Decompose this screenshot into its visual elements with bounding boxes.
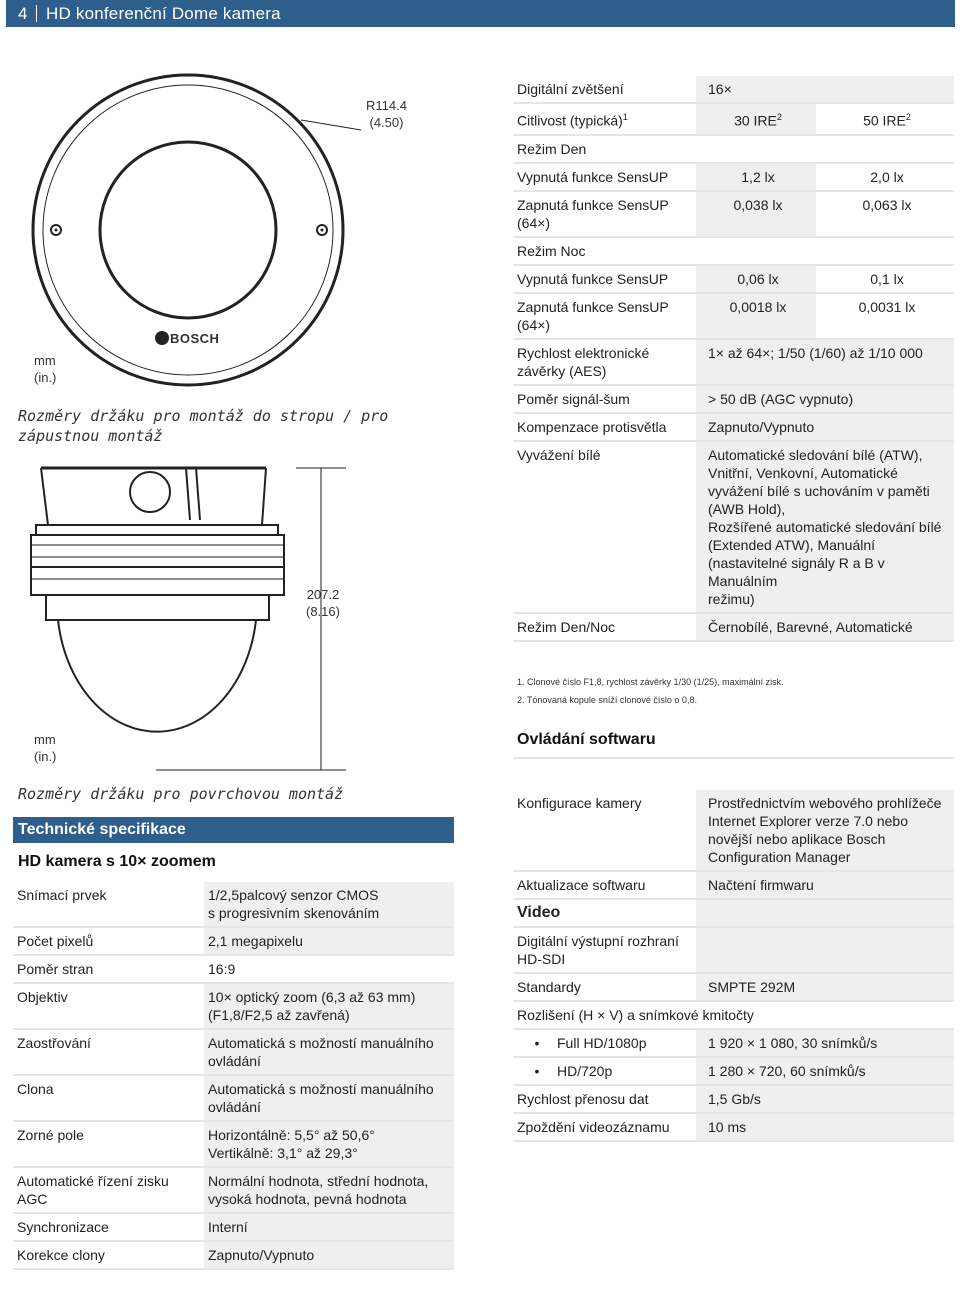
software-divider bbox=[513, 757, 954, 759]
digital-output-heading: Digitální výstupní rozhraní HD-SDI bbox=[517, 933, 679, 967]
spec-key: Počet pixelů bbox=[17, 933, 94, 949]
spec-row bbox=[513, 1057, 954, 1085]
spec-key: Rychlost přenosu dat bbox=[517, 1091, 649, 1107]
right-bottom-table bbox=[513, 790, 954, 1142]
spec-row bbox=[513, 413, 954, 441]
spec-key: Zapnutá funkce SensUP (64×) bbox=[517, 298, 669, 333]
spec-key: Vypnutá funkce SensUP bbox=[517, 270, 669, 287]
radius-mm: R114.4 bbox=[366, 98, 407, 113]
spec-row bbox=[513, 1085, 954, 1113]
empty-cell bbox=[696, 927, 954, 973]
spec-row bbox=[13, 1075, 454, 1121]
spec-key: Poměr stran bbox=[17, 961, 94, 977]
spec-value: Prostřednictvím webového prohlížeče Internet Explorer verze 7.0 nebo novější nebo aplikace Bosch Configuration Manager bbox=[696, 790, 954, 871]
spec-key: Clona bbox=[17, 1081, 54, 1097]
unit-in: (in.) bbox=[34, 370, 57, 385]
spec-value: 2,0 lx bbox=[870, 168, 904, 185]
surface-mount-caption: Rozměry držáku pro povrchovou montáž bbox=[18, 785, 344, 803]
spec-key: Vypnutá funkce SensUP bbox=[517, 168, 669, 185]
spec-key: Aktualizace softwaru bbox=[517, 877, 646, 893]
footnote-1: 1. Clonové číslo F1,8, rychlost závěrky 1/30 (1/25), maximální zisk. bbox=[517, 677, 784, 687]
spec-value: Horizontálně: 5,5° až 50,6° Vertikálně: 3,1° až 29,3° bbox=[204, 1121, 454, 1167]
night-mode-heading: Režim Noc bbox=[517, 242, 586, 259]
bullet-icon: • bbox=[534, 1063, 540, 1079]
spec-key: Kompenzace protisvětla bbox=[517, 418, 667, 435]
spec-row bbox=[513, 1001, 954, 1029]
spec-value: 16× bbox=[696, 76, 954, 103]
spec-row bbox=[513, 927, 954, 973]
spec-value: 16:9 bbox=[208, 961, 236, 977]
ceiling-mount-caption: Rozměry držáku pro montáž do stropu / pro zápustnou montáž bbox=[18, 407, 389, 445]
footnote-ref: 2 bbox=[905, 112, 911, 122]
spec-row bbox=[513, 899, 954, 927]
height-dimension bbox=[306, 586, 340, 620]
spec-row bbox=[513, 613, 954, 641]
spec-value: 10× optický zoom (6,3 až 63 mm) (F1,8/F2,5 až zavřená) bbox=[204, 983, 454, 1029]
specs-title: Technické specifikace bbox=[18, 821, 186, 838]
spec-value: 1/2,5palcový senzor CMOS s progresivním skenováním bbox=[204, 882, 454, 927]
spec-value: 1 920 × 1 080, 30 snímků/s bbox=[696, 1029, 954, 1057]
spec-value: 1 280 × 720, 60 snímků/s bbox=[696, 1057, 954, 1085]
spec-row bbox=[13, 1029, 454, 1075]
spec-row bbox=[513, 76, 954, 103]
page-number: 4 bbox=[18, 4, 28, 23]
spec-value: Interní bbox=[204, 1213, 454, 1241]
ire-50 bbox=[816, 103, 954, 135]
ire-30 bbox=[696, 103, 816, 135]
spec-row bbox=[513, 790, 954, 871]
spec-key: Rychlost elektronické závěrky (AES) bbox=[517, 344, 650, 379]
spec-key: Standardy bbox=[517, 979, 581, 995]
radius-dimension bbox=[366, 97, 407, 131]
spec-value: 1× až 64×; 1/50 (1/60) až 1/10 000 bbox=[696, 339, 954, 385]
spec-row bbox=[513, 103, 954, 135]
empty-cell bbox=[696, 899, 954, 927]
resolution-heading: Rozlišení (H × V) a snímkové kmitočty bbox=[517, 1007, 754, 1023]
ire-30-label: 30 IRE bbox=[734, 112, 777, 129]
spec-key bbox=[513, 1029, 696, 1057]
right-top-table bbox=[513, 76, 954, 642]
resolution-name: Full HD/1080p bbox=[557, 1035, 647, 1051]
day-mode-heading: Režim Den bbox=[517, 140, 587, 157]
spec-value: 0,063 lx bbox=[862, 196, 912, 213]
spec-row bbox=[513, 339, 954, 385]
spec-row bbox=[513, 871, 954, 899]
specs-bar bbox=[13, 817, 454, 843]
spec-value: 0,038 lx bbox=[696, 191, 816, 237]
spec-row bbox=[513, 191, 954, 237]
spec-key: Zpoždění videozáznamu bbox=[517, 1119, 670, 1135]
footnote-ref: 2 bbox=[776, 112, 782, 122]
spec-value: 1,5 Gb/s bbox=[696, 1085, 954, 1113]
spec-value: 0,1 lx bbox=[870, 270, 904, 287]
software-section-title: Ovládání softwaru bbox=[517, 731, 656, 748]
spec-row bbox=[13, 955, 454, 983]
brand-logo: BOSCH bbox=[170, 331, 220, 346]
spec-value: 0,06 lx bbox=[696, 265, 816, 293]
spec-value: 10 ms bbox=[696, 1113, 954, 1141]
spec-row bbox=[13, 1241, 454, 1269]
spec-row bbox=[13, 1167, 454, 1213]
page-header bbox=[6, 0, 955, 27]
spec-row bbox=[513, 163, 954, 191]
spec-value: Automatická s možností manuálního ovládání bbox=[204, 1075, 454, 1121]
spec-row bbox=[513, 237, 954, 265]
radius-in: (4.50) bbox=[369, 115, 404, 130]
spec-value: Automatické sledování bílé (ATW), Vnitřní, Venkovní, Automatické vyvážení bílé s uchováním v paměti (AWB Hold), Rozšířené automatické sledování bílé (Extended ATW), Manuální (nastavitelné signály R a B v Manuálním režimu) bbox=[696, 441, 954, 613]
spec-key bbox=[513, 103, 696, 135]
unit-mm: mm bbox=[34, 732, 56, 747]
spec-value: 2,1 megapixelu bbox=[204, 927, 454, 955]
unit-label-bottom bbox=[34, 731, 56, 765]
spec-value: SMPTE 292M bbox=[696, 973, 954, 1001]
ire-50-label: 50 IRE bbox=[863, 112, 906, 129]
page-title: HD konferenční Dome kamera bbox=[46, 4, 281, 23]
spec-value: Automatická s možností manuálního ovládání bbox=[204, 1029, 454, 1075]
spec-value: 1,2 lx bbox=[696, 163, 816, 191]
unit-in: (in.) bbox=[34, 749, 57, 764]
spec-row bbox=[13, 927, 454, 955]
spec-value: 0,0031 lx bbox=[858, 298, 916, 315]
spec-key: Synchronizace bbox=[17, 1219, 109, 1235]
spec-row bbox=[513, 441, 954, 613]
height-in: (8.16) bbox=[306, 604, 340, 619]
spec-key: Digitální zvětšení bbox=[517, 81, 624, 97]
spec-value: Zapnuto/Vypnuto bbox=[696, 413, 954, 441]
spec-row bbox=[513, 135, 954, 163]
spec-key: Objektiv bbox=[17, 989, 68, 1005]
footnote-ref: 1 bbox=[622, 112, 628, 122]
spec-key: Automatické řízení zisku AGC bbox=[17, 1173, 169, 1207]
height-mm: 207.2 bbox=[306, 587, 340, 602]
spec-key: Vyvážení bílé bbox=[517, 446, 601, 463]
header-divider bbox=[36, 5, 37, 22]
spec-row bbox=[513, 265, 954, 293]
spec-value: Normální hodnota, střední hodnota, vysoká hodnota, pevná hodnota bbox=[204, 1167, 454, 1213]
surface-mount-drawing bbox=[6, 450, 446, 780]
video-heading: Video bbox=[517, 904, 561, 921]
unit-mm: mm bbox=[34, 353, 56, 368]
spec-row bbox=[513, 1113, 954, 1141]
spec-row bbox=[513, 385, 954, 413]
spec-value: Načtení firmwaru bbox=[696, 871, 954, 899]
spec-row bbox=[513, 293, 954, 339]
spec-value: Černobílé, Barevné, Automatické bbox=[696, 613, 954, 641]
spec-key: Zapnutá funkce SensUP (64×) bbox=[517, 196, 669, 231]
spec-value: Zapnuto/Vypnuto bbox=[204, 1241, 454, 1269]
resolution-name: HD/720p bbox=[557, 1063, 613, 1079]
spec-row bbox=[13, 1121, 454, 1167]
spec-row bbox=[13, 983, 454, 1029]
unit-label-top bbox=[34, 352, 56, 386]
ceiling-mount-drawing bbox=[6, 40, 446, 400]
spec-row bbox=[13, 1213, 454, 1241]
spec-key bbox=[513, 1057, 696, 1085]
spec-value: > 50 dB (AGC vypnuto) bbox=[696, 385, 954, 413]
spec-value: 0,0018 lx bbox=[696, 293, 816, 339]
left-spec-table bbox=[13, 882, 454, 1270]
spec-key: Režim Den/Noc bbox=[517, 618, 616, 635]
spec-key: Korekce clony bbox=[17, 1247, 105, 1263]
spec-row bbox=[513, 1029, 954, 1057]
hd-camera-subhead: HD kamera s 10× zoomem bbox=[18, 853, 216, 870]
spec-key: Snímací prvek bbox=[17, 887, 107, 903]
sensitivity-label: Citlivost (typická) bbox=[517, 112, 623, 129]
spec-key: Zaostřování bbox=[17, 1035, 91, 1051]
spec-key: Poměr signál-šum bbox=[517, 390, 630, 407]
footnote-2: 2. Tónovaná kopule sníží clonové číslo o 0,8. bbox=[517, 695, 697, 705]
spec-key: Konfigurace kamery bbox=[517, 795, 642, 811]
spec-row bbox=[13, 882, 454, 927]
spec-row bbox=[513, 973, 954, 1001]
bullet-icon: • bbox=[534, 1035, 540, 1051]
spec-key: Zorné pole bbox=[17, 1127, 84, 1143]
